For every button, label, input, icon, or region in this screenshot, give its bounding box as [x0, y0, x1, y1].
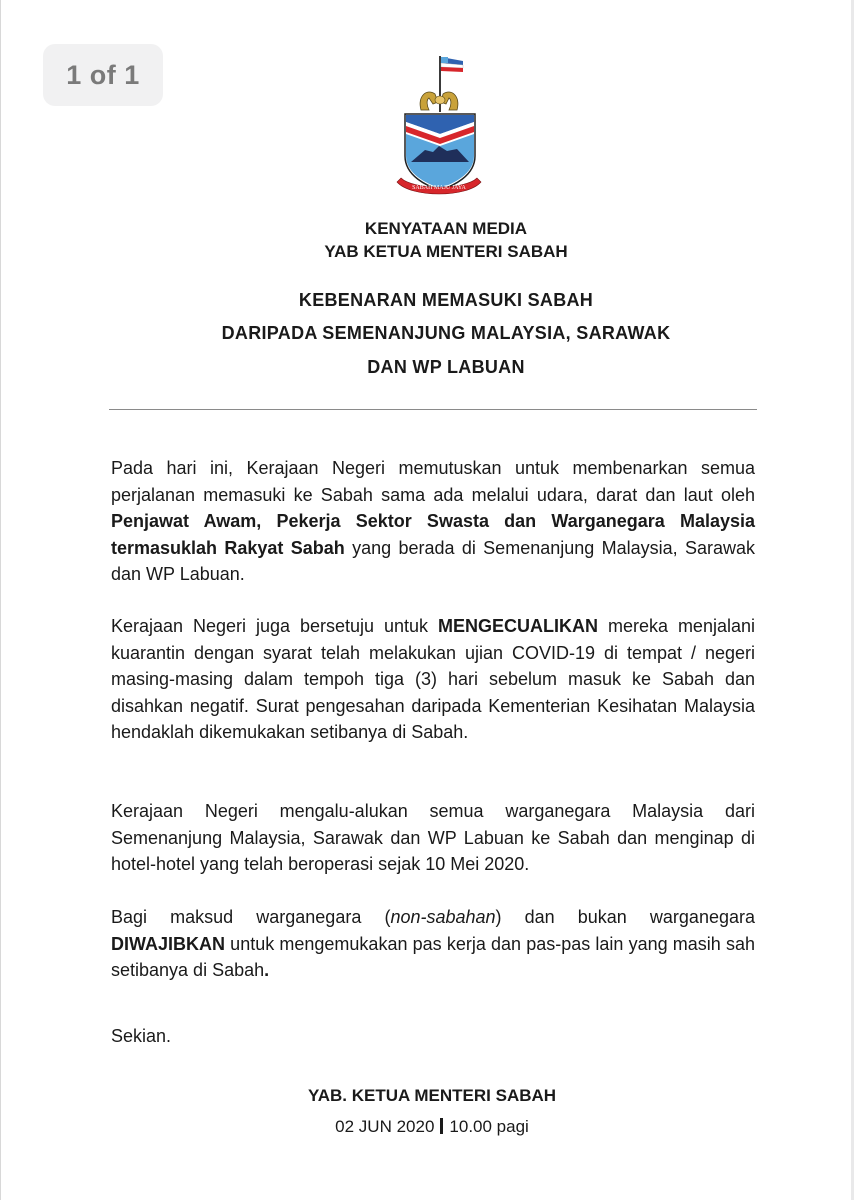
paragraph-2 [111, 613, 755, 746]
header-divider [109, 409, 757, 410]
sabah-crest-icon [391, 52, 487, 202]
signature-datetime [1, 1117, 854, 1137]
title-line-3: DAN WP LABUAN [367, 357, 525, 377]
p1-bold-1: Penjawat Awam, Pekerja Sektor Swasta dan Warganegara Malaysia termasuklah Rakyat Sabah [111, 511, 755, 558]
p4-text-1: Bagi maksud warganegara ( [111, 907, 391, 927]
header-line-2: YAB KETUA MENTERI SABAH [324, 242, 568, 261]
page-indicator-label: 1 of 1 [66, 59, 140, 90]
title-line-1: KEBENARAN MEMASUKI SABAH [298, 290, 594, 310]
signature-date: 02 JUN 2020 [335, 1117, 435, 1136]
p2-text-1: Kerajaan Negeri juga bersetuju untuk [111, 616, 438, 636]
crest-motto: SABAH MAJU JAYA [412, 185, 466, 191]
signature-title: YAB. KETUA MENTERI SABAH [307, 1086, 557, 1105]
p2-text-2: mereka menjalani kuarantin dengan syarat telah melakukan ujian COVID-19 di tempat / negeri masing-masing dalam tempoh tiga (3) hari sebelum masuk ke Sabah dan disahkan negatif. Surat pengesahan daripada Kementerian Kesihatan Malaysia hendaklah dikemukakan setibanya di Sabah. [111, 616, 755, 742]
closing-text: Sekian. [111, 1026, 172, 1046]
p4-italic-1: non-sabahan [390, 907, 496, 927]
separator-bar-icon [440, 1118, 443, 1134]
paragraph-4 [111, 904, 755, 984]
p2-bold-1: MENGECUALIKAN [438, 616, 598, 636]
p4-bold-2: . [264, 960, 270, 980]
title-line-2: DARIPADA SEMENANJUNG MALAYSIA, SARAWAK [221, 323, 671, 343]
signature-time: 10.00 pagi [449, 1117, 529, 1136]
p1-text-2: yang berada di Semenanjung Malaysia, Sarawak dan WP Labuan. [111, 537, 755, 584]
paragraph-1 [111, 455, 755, 588]
header-line-1: KENYATAAN MEDIA [364, 219, 528, 238]
p4-bold-1: DIWAJIBKAN [111, 933, 226, 954]
p3-text-1: Kerajaan Negeri mengalu-alukan semua warganegara Malaysia dari Semenanjung Malaysia, Sarawak dan WP Labuan ke Sabah dan menginap di hotel-hotel yang telah beroperasi sejak 10 Mei 2020. [111, 801, 755, 874]
page-indicator [43, 44, 163, 106]
p4-text-2: ) dan bukan warganegara [495, 907, 755, 927]
p1-text-1: Pada hari ini, Kerajaan Negeri memutuskan untuk membenarkan semua perjalanan memasuki ke Sabah sama ada melalui udara, darat dan laut oleh [111, 458, 755, 505]
p4-text-3: untuk mengemukakan pas kerja dan pas-pas lain yang masih sah setibanya di Sabah [111, 933, 755, 980]
paragraph-3 [111, 798, 755, 878]
